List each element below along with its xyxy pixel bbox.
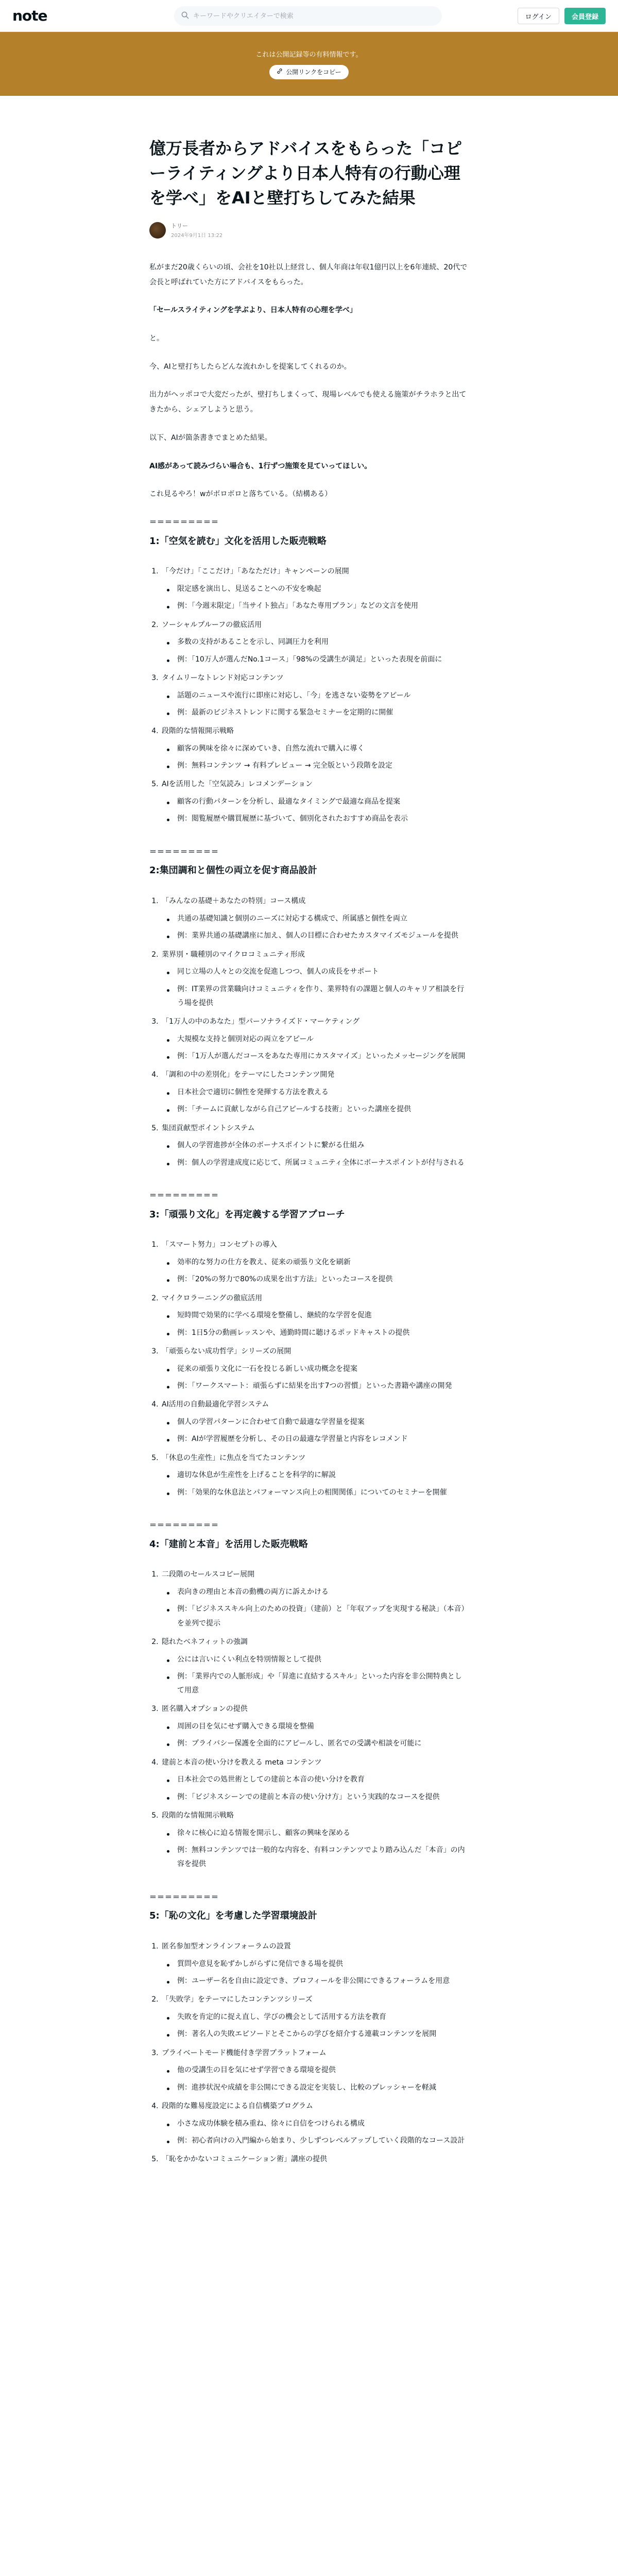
list-item [161, 1121, 469, 1170]
list-item-label: プライベートモード機能付き学習プラットフォーム [162, 2048, 327, 2057]
list-item-label: 段階的な情報開示戦略 [162, 1811, 234, 1820]
list-item [161, 2046, 469, 2095]
section-divider: ＝＝＝＝＝＝＝＝＝ [149, 848, 219, 856]
bullet-list [162, 1653, 469, 1698]
bullet-list [162, 1826, 469, 1872]
bullet-list [162, 795, 469, 826]
list-item-label: 「1万人の中のあなた」型パーソナライズド・マーケティング [162, 1018, 360, 1026]
bullet-list [162, 1309, 469, 1340]
bullet-item: 例：ユーザー名を自由に設定でき、プロフィールを非公開にできるフォーラムを用意 [162, 1974, 469, 1988]
bullet-list [162, 1086, 469, 1117]
bullet-item: 公には言いにくい利点を特別情報として提供 [162, 1653, 469, 1667]
bullet-list [162, 1415, 469, 1447]
list-item-label: 「調和の中の差別化」をテーマにしたコンテンツ開発 [162, 1071, 335, 1079]
signup-button[interactable]: 会員登録 [564, 8, 606, 24]
search-bar[interactable] [174, 6, 442, 26]
bullet-item: 例：「チームに貢献しながら自己アピールする技術」といった講座を提供 [162, 1103, 469, 1116]
list-item-label: マイクロラーニングの徹底活用 [162, 1294, 263, 1302]
numbered-list [161, 564, 469, 826]
list-item [161, 1702, 469, 1751]
paragraph: 私がまだ20歳くらいの頃、会社を10社以上経営し、個人年商は年収1億円以上を6年連続、20代で会長と呼ばれていた方にアドバイスをもらった。 [149, 263, 468, 286]
bullet-item: 例：業界共通の基礎講座に加え、個人の目標に合わせたカスタマイズモジュールを提供 [162, 929, 469, 943]
note-logo[interactable]: note [12, 7, 47, 24]
bullet-list [162, 635, 469, 667]
article-body [149, 260, 469, 2167]
bullet-item: 従来の頑張り文化に一石を投じる新しい成功概念を提案 [162, 1362, 469, 1376]
bullet-item: 例：「効果的な休息法とパフォーマンス向上の相関関係」についてのセミナーを開催 [162, 1486, 469, 1500]
bullet-list [162, 1773, 469, 1804]
section-divider: ＝＝＝＝＝＝＝＝＝ [149, 1893, 219, 1902]
list-item [161, 947, 469, 1011]
paragraph: AI感があって読みづらい場合も、1行ずつ施策を見ていってほしい。 [149, 462, 372, 470]
section-divider: ＝＝＝＝＝＝＝＝＝ [149, 1521, 219, 1530]
list-item [161, 1567, 469, 1631]
section-title: 4:「建前と本音」を活用した販売戦略 [149, 1538, 308, 1550]
post-date: 2024年9月1日 13:22 [171, 233, 223, 239]
bullet-item: 徐々に核心に迫る情報を開示し、顧客の興味を深める [162, 1826, 469, 1840]
list-item-label: 匿名参加型オンラインフォーラムの設置 [162, 1942, 291, 1951]
section-title: 5:「恥の文化」を考慮した学習環境設計 [149, 1910, 317, 1922]
list-item-label: 匿名購入オプションの提供 [162, 1705, 248, 1714]
section-divider: ＝＝＝＝＝＝＝＝＝ [149, 1191, 219, 1200]
bullet-list [162, 1468, 469, 1500]
bullet-list [162, 742, 469, 773]
bullet-item: 多数の支持があることを示し、同調圧力を利用 [162, 635, 469, 649]
bullet-item: 短時間で効果的に学べる環境を整備し、継続的な学習を促進 [162, 1309, 469, 1323]
bullet-item: 例：初心者向けの入門編から始まり、少しずつレベルアップしていく段階的なコース設計 [162, 2134, 469, 2148]
section-title: 2:集団調和と個性の両立を促す商品設計 [149, 865, 317, 876]
bullet-item: 例：「ビジネスシーンでの建前と本音の使い分け方」という実践的なコースを提供 [162, 1790, 469, 1804]
author-info[interactable] [149, 222, 469, 239]
paragraph: 出力がヘッポコで大変だったが、壁打ちしまくって、現場レベルでも使える施策がチラホラと出てきたから、シェアしようと思う。 [149, 391, 467, 414]
bullet-item: 例：AIが学習履歴を分析し、その日の最適な学習量と内容をレコメンド [162, 1432, 469, 1446]
public-record-banner [0, 32, 618, 96]
bullet-item: 例：「業界内での人脈形成」や「昇進に直結するスキル」といった内容を非公開特典として用意 [162, 1670, 469, 1698]
list-item-label: AI活用の自動最適化学習システム [162, 1400, 269, 1409]
bullet-list [162, 1957, 469, 1989]
list-item [161, 1291, 469, 1340]
bullet-item: 日本社会で適切に個性を発揮する方法を教える [162, 1086, 469, 1099]
avatar[interactable] [149, 222, 166, 239]
bullet-list [162, 689, 469, 720]
bullet-item: 例：「ワークスマート：頑張らずに結果を出す7つの習慣」といった書籍や講座の開発 [162, 1379, 469, 1393]
bullet-item: 個人の学習パターンに合わせて自動で最適な学習量を提案 [162, 1415, 469, 1429]
section-title: 3:「頑張り文化」を再定義する学習アプローチ [149, 1209, 345, 1220]
section-title: 1:「空気を読む」文化を活用した販売戦略 [149, 535, 327, 547]
paragraph: と。 [149, 334, 164, 343]
list-item-label: 「スマート努力」コンセプトの導入 [162, 1241, 277, 1249]
list-item-label: 「失敗学」をテーマにしたコンテンツシリーズ [162, 1995, 313, 2004]
bullet-list [162, 1139, 469, 1170]
bullet-item: 例：「今週末限定」「当サイト独占」「あなた専用プラン」などの文言を使用 [162, 599, 469, 613]
bullet-item: 例：「ビジネススキル向上のための投資」（建前）と「年収アップを実現する秘訣」（本音）を並列で提示 [162, 1602, 469, 1631]
bullet-item: 小さな成功体験を積み重ね、徐々に自信をつけられる構成 [162, 2117, 469, 2131]
bullet-item: 日本社会での処世術としての建前と本音の使い分けを教育 [162, 1773, 469, 1787]
bullet-list [162, 2117, 469, 2148]
list-item [161, 724, 469, 773]
list-item [161, 1397, 469, 1446]
bullet-list [162, 1362, 469, 1394]
login-button[interactable]: ログイン [518, 8, 559, 24]
numbered-list [161, 1567, 469, 1871]
bullet-list [162, 582, 469, 614]
bullet-item: 例：「10万人が選んだNo.1コース」「98%の受講生が満足」といった表現を前面に [162, 653, 469, 667]
search-input[interactable] [193, 12, 435, 20]
bullet-item: 個人の学習進捗が全体のボーナスポイントに繋がる仕組み [162, 1139, 469, 1153]
bullet-item: 大規模な支持と個別対応の両立をアピール [162, 1032, 469, 1046]
bullet-item: 例：進捗状況や成績を非公開にできる設定を実装し、比較のプレッシャーを軽減 [162, 2081, 469, 2095]
bullet-item: 例：無料コンテンツ → 有料プレビュー → 完全版という段階を設定 [162, 759, 469, 773]
list-item-label: 建前と本音の使い分けを教える meta コンテンツ [162, 1758, 322, 1767]
bullet-item: 効率的な努力の仕方を教え、従来の頑張り文化を刷新 [162, 1256, 469, 1269]
list-item [161, 894, 469, 943]
list-item-label: 段階的な情報開示戦略 [162, 727, 234, 736]
bullet-item: 適切な休息が生産性を上げることを科学的に解説 [162, 1468, 469, 1482]
bullet-item: 例：無料コンテンツでは一般的な内容を、有料コンテンツでより踏み込んだ「本音」の内容を提供 [162, 1843, 469, 1872]
bullet-item: 例：個人の学習達成度に応じて、所属コミュニティ全体にボーナスポイントが付与される [162, 1156, 469, 1170]
bullet-item: 例：最新のビジネストレンドに関する緊急セミナーを定期的に開催 [162, 706, 469, 720]
bullet-item: 限定感を演出し、見送ることへの不安を喚起 [162, 582, 469, 596]
list-item [161, 1939, 469, 1988]
bullet-list [162, 1256, 469, 1287]
banner-text: これは公開記録等の有料情報です。 [255, 50, 363, 59]
list-item [161, 1067, 469, 1116]
numbered-list [161, 894, 469, 1170]
bullet-item: 例：著名人の失敗エピソードとそこからの学びを紹介する連載コンテンツを展開 [162, 2027, 469, 2041]
link-icon [277, 68, 283, 76]
bullet-list [162, 1032, 469, 1064]
bullet-item: 例：プライバシー保護を全面的にアピールし、匿名での受講や相談を可能に [162, 1737, 469, 1751]
list-item-label: 「休息の生産性」に焦点を当てたコンテンツ [162, 1453, 306, 1462]
list-item [161, 1451, 469, 1500]
numbered-list [161, 1939, 469, 2167]
list-item [161, 1808, 469, 1872]
bullet-list [162, 912, 469, 943]
list-item-label: 段階的な難易度設定による自信構築プログラム [162, 2102, 313, 2110]
list-item [161, 1344, 469, 1393]
paragraph: 以下、AIが箇条書きでまとめた結果。 [149, 433, 272, 442]
numbered-list [161, 1238, 469, 1499]
bullet-item: 例：「1万人が選んだコースをあなた専用にカスタマイズ」といったメッセージングを展開 [162, 1049, 469, 1063]
author-name[interactable]: トリー [171, 223, 188, 229]
paragraph: これ見るやろ！wがボロボロと落ちている。（結構ある） [149, 490, 332, 499]
copy-public-link-button[interactable] [269, 65, 348, 79]
bullet-item: 共通の基礎知識と個別のニーズに対応する構成で、所属感と個性を両立 [162, 912, 469, 926]
list-item-label: タイムリーなトレンド対応コンテンツ [162, 673, 284, 682]
list-item [161, 1755, 469, 1804]
paragraph: 「セールスライティングを学ぶより、日本人特有の心理を学べ」 [149, 306, 357, 315]
bullet-item: 他の受講生の目を気にせず学習できる環境を提供 [162, 2063, 469, 2077]
list-item [161, 1992, 469, 2041]
list-item [161, 1635, 469, 1698]
list-item-label: 「みんなの基礎＋あなたの特別」コース構成 [162, 897, 306, 906]
list-item [161, 2152, 469, 2167]
article-title: 億万長者からアドバイスをもらった「コピーライティングより日本人特有の行動心理を学べ」をAIと壁打ちしてみた結果 [149, 139, 462, 208]
bullet-item: 例：IT業界の営業職向けコミュニティを作り、業界特有の課題と個人のキャリア相談を行う場を提供 [162, 982, 469, 1011]
bullet-list [162, 1720, 469, 1751]
list-item-label: 集団貢献型ポイントシステム [162, 1124, 255, 1132]
bullet-list [162, 2010, 469, 2042]
bullet-item: 話題のニュースや流行に即座に対応し、「今」を逃さない姿勢をアピール [162, 689, 469, 703]
list-item [161, 777, 469, 826]
bullet-item: 例：1日5分の動画レッスンや、通勤時間に聴けるポッドキャストの提供 [162, 1326, 469, 1340]
bullet-list [162, 1585, 469, 1631]
list-item-label: 「今だけ」「ここだけ」「あなただけ」キャンペーンの展開 [162, 567, 349, 576]
bullet-item: 失敗を肯定的に捉え直し、学びの機会として活用する方法を教育 [162, 2010, 469, 2024]
list-item [161, 618, 469, 667]
section-divider: ＝＝＝＝＝＝＝＝＝ [149, 518, 219, 527]
list-item-label: 「頑張らない成功哲学」シリーズの展開 [162, 1347, 291, 1355]
bullet-item: 表向きの理由と本音の動機の両方に訴えかける [162, 1585, 469, 1599]
list-item-label: 隠れたベネフィットの強調 [162, 1637, 248, 1646]
list-item [161, 564, 469, 613]
bullet-item: 顧客の興味を徐々に深めていき、自然な流れで購入に導く [162, 742, 469, 756]
list-item-label: AIを活用した「空気読み」レコメンデーション [162, 780, 313, 789]
bullet-item: 質問や意見を恥ずかしがらずに発信できる場を提供 [162, 1957, 469, 1971]
bullet-item: 顧客の行動パターンを分析し、最適なタイミングで最適な商品を提案 [162, 795, 469, 809]
list-item [161, 1014, 469, 1063]
bullet-item: 例：閲覧履歴や購買履歴に基づいて、個別化されたおすすめ商品を表示 [162, 812, 469, 826]
bullet-list [162, 2063, 469, 2095]
bullet-list [162, 965, 469, 1010]
list-item [161, 1238, 469, 1286]
list-item [161, 2099, 469, 2148]
bullet-item: 周囲の目を気にせず購入できる環境を整備 [162, 1720, 469, 1734]
bullet-item: 例：「20%の努力で80%の成果を出す方法」といったコースを提供 [162, 1273, 469, 1286]
site-header [0, 0, 618, 32]
list-item-label: 業界別・職種別のマイクロコミュニティ形成 [162, 950, 305, 959]
article [149, 96, 469, 2167]
paragraph: 今、AIと壁打ちしたらどんな流れかしを提案してくれるのか。 [149, 362, 351, 371]
list-item-label: 二段階のセールスコピー展開 [162, 1570, 255, 1579]
search-icon [181, 11, 189, 21]
copy-public-link-label: 公開リンクをコピー [286, 69, 341, 76]
list-item-label: ソーシャルプルーフの徹底活用 [162, 620, 262, 629]
list-item-label: 「恥をかかないコミュニケーション術」講座の提供 [162, 2155, 328, 2164]
list-item [161, 671, 469, 720]
bullet-item: 同じ立場の人々との交流を促進しつつ、個人の成長をサポート [162, 965, 469, 979]
